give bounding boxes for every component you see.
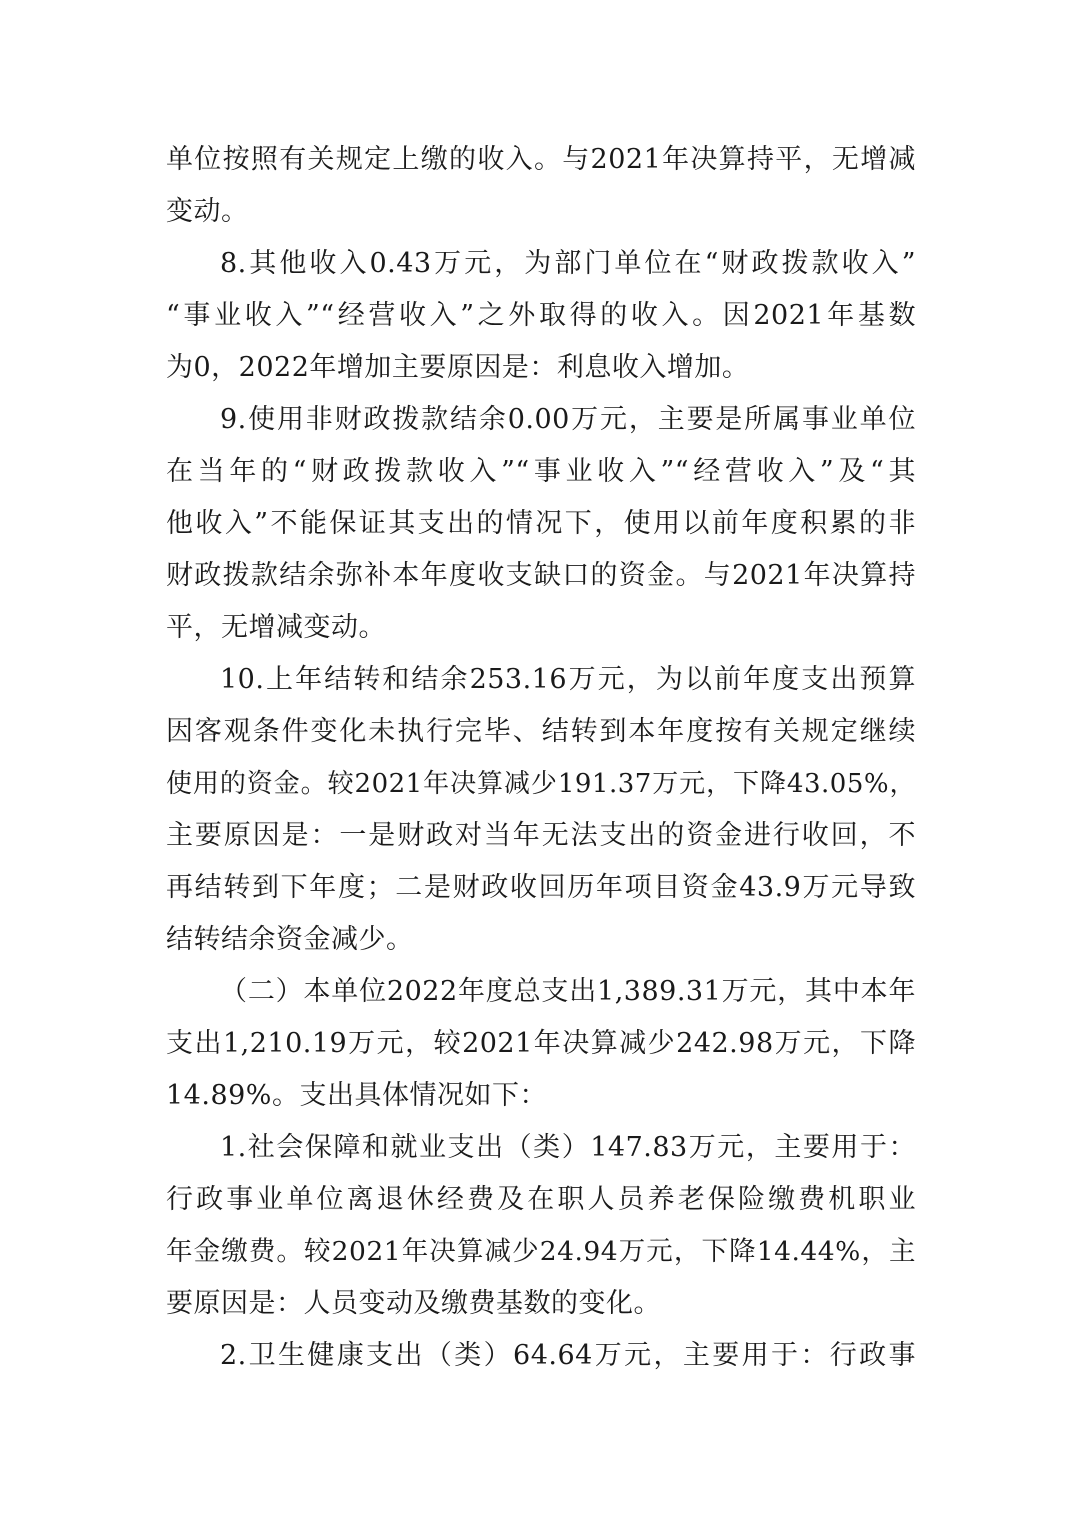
text-line: 8.其他收入0.43万元，为部门单位在“财政拨款收入” <box>220 248 916 279</box>
text-line: “事业收入”“经营收入”之外取得的收入。因2021年基数 <box>166 300 916 331</box>
text-line: 为0，2022年增加主要原因是：利息收入增加。 <box>166 352 750 383</box>
text-line: 单位按照有关规定上缴的收入。与2021年决算持平，无增减 <box>166 144 916 175</box>
text-line: 年金缴费。较2021年决算减少24.94万元，下降14.44%，主 <box>166 1236 916 1267</box>
text-line: 因客观条件变化未执行完毕、结转到本年度按有关规定继续 <box>166 716 916 747</box>
body-text <box>166 134 916 1382</box>
text-line: 变动。 <box>166 196 249 227</box>
text-line: 再结转到下年度；二是财政收回历年项目资金43.9万元导致 <box>166 872 916 903</box>
text-line: 平，无增减变动。 <box>166 612 386 643</box>
text-line: 财政拨款结余弥补本年度收支缺口的资金。与2021年决算持 <box>166 560 916 591</box>
text-line: 主要原因是：一是财政对当年无法支出的资金进行收回，不 <box>166 820 916 851</box>
text-line: （二）本单位2022年度总支出1,389.31万元，其中本年 <box>220 976 916 1007</box>
text-line: 他收入”不能保证其支出的情况下，使用以前年度积累的非 <box>166 508 916 539</box>
text-line: 9.使用非财政拨款结余0.00万元，主要是所属事业单位 <box>220 404 916 435</box>
text-line: 结转结余资金减少。 <box>166 924 414 955</box>
text-line: 要原因是：人员变动及缴费基数的变化。 <box>166 1288 661 1319</box>
text-line: 在当年的“财政拨款收入”“事业收入”“经营收入”及“其 <box>166 456 916 487</box>
text-line: 2.卫生健康支出（类）64.64万元，主要用于：行政事 <box>220 1340 916 1371</box>
text-line: 行政事业单位离退休经费及在职人员养老保险缴费机职业 <box>166 1184 916 1215</box>
text-line: 1.社会保障和就业支出（类）147.83万元，主要用于： <box>220 1132 916 1163</box>
text-line: 14.89%。支出具体情况如下： <box>166 1080 547 1111</box>
text-line: 10.上年结转和结余253.16万元，为以前年度支出预算 <box>220 664 916 695</box>
text-line: 支出1,210.19万元，较2021年决算减少242.98万元，下降 <box>166 1028 916 1059</box>
text-line: 使用的资金。较2021年决算减少191.37万元，下降43.05%， <box>166 769 916 799</box>
